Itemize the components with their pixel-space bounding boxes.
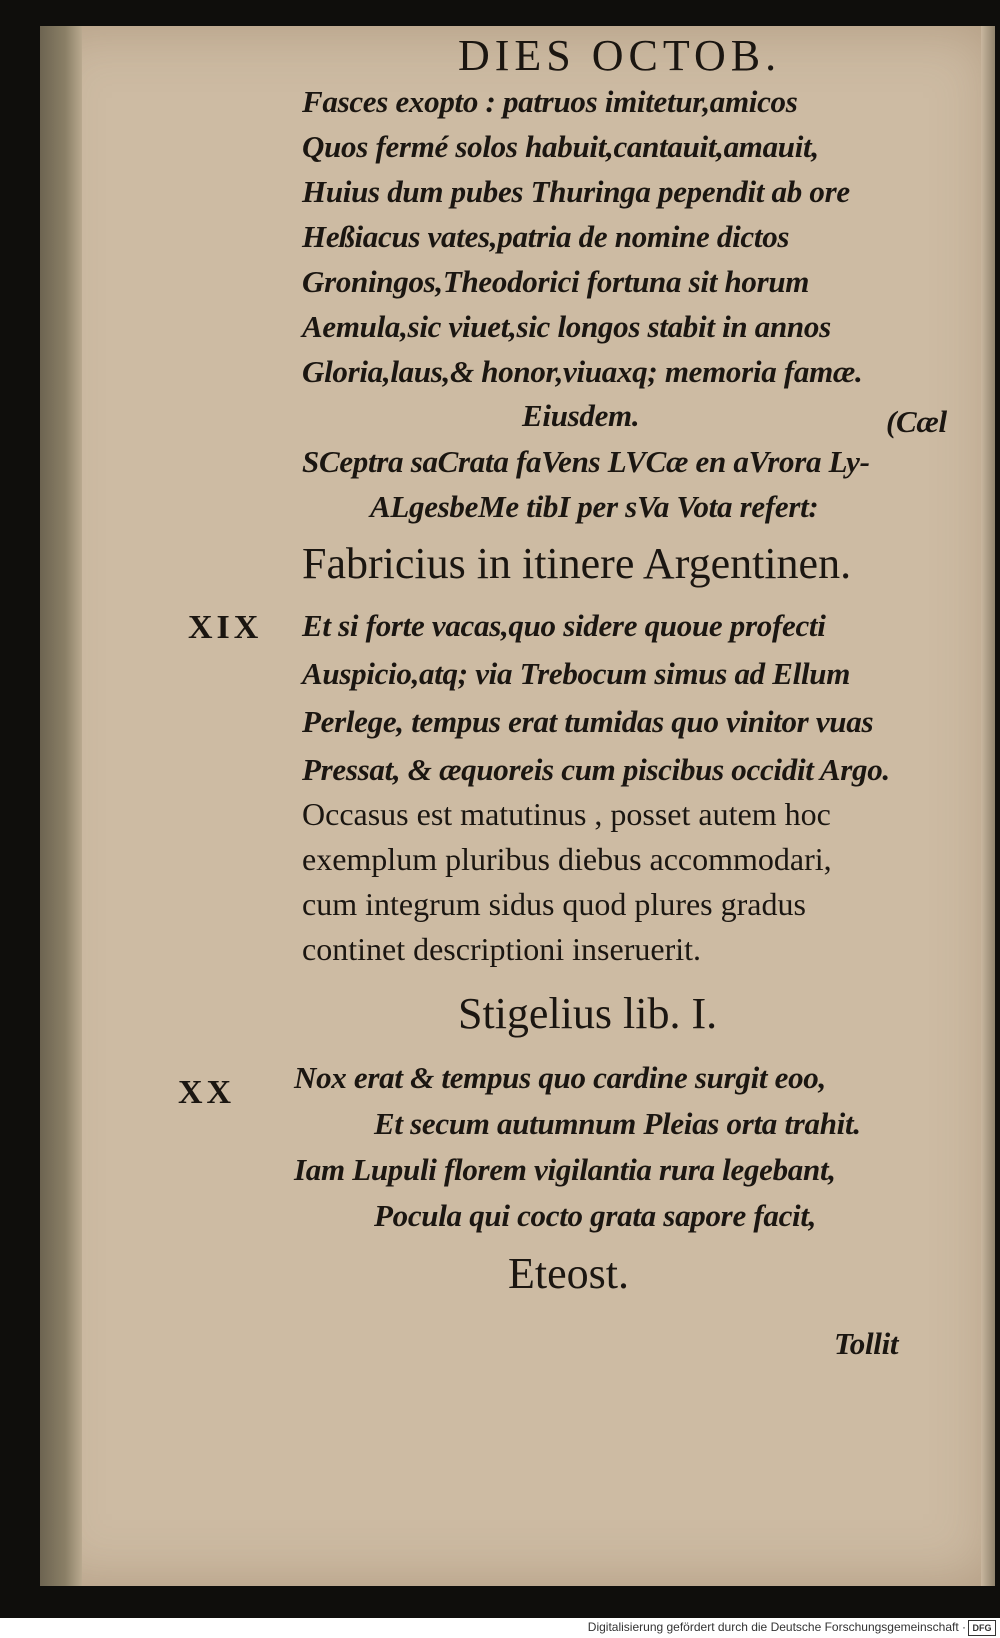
eiusdem-right-note: (Cæl: [886, 404, 947, 439]
poem3-line-3: Iam Lupuli florem vigilantia rura legebant,: [294, 1152, 836, 1187]
poem1-line-5: Groningos,Theodorici fortuna sit horum: [302, 264, 810, 299]
running-header: DIES OCTOB.: [458, 31, 782, 80]
poem1-line-7: Gloria,laus,& honor,viuaxq; memoria famæ.: [302, 354, 863, 389]
chronogram-line-2: ALgesbeMe tibI per sVa Vota refert:: [370, 489, 819, 524]
eiusdem-heading: Eiusdem.: [522, 398, 640, 433]
poem1-line-1: Fasces exopto : patruos imitetur,amicos: [302, 84, 798, 119]
catchword: Tollit: [834, 1326, 899, 1361]
prose-line-1: Occasus est matutinus , posset autem hoc: [302, 796, 831, 832]
margin-day-xix: XIX: [188, 609, 263, 646]
poem1-line-3: Huius dum pubes Thuringa pependit ab ore: [302, 174, 850, 209]
footer-bar: [0, 1618, 1000, 1638]
margin-day-xx: XX: [178, 1074, 236, 1111]
poem2-line-4: Pressat, & æquoreis cum piscibus occidit Argo.: [302, 752, 890, 787]
prose-line-3: cum integrum sidus quod plures gradus: [302, 886, 806, 922]
prose-line-2: exemplum pluribus diebus accommodari,: [302, 841, 832, 877]
page-edge: [981, 26, 995, 1586]
poem2-line-1: Et si forte vacas,quo sidere quoue profecti: [302, 608, 826, 643]
heading-eteost: Eteost.: [508, 1249, 629, 1298]
poem3-line-4: Pocula qui cocto grata sapore facit,: [374, 1198, 817, 1233]
poem2-line-3: Perlege, tempus erat tumidas quo vinitor vuas: [302, 704, 874, 739]
poem3-line-1: Nox erat & tempus quo cardine surgit eoo,: [294, 1060, 826, 1095]
book-page: [40, 26, 995, 1586]
heading-fabricius: Fabricius in itinere Argentinen.: [302, 539, 852, 588]
poem3-line-2: Et secum autumnum Pleias orta trahit.: [374, 1106, 861, 1141]
prose-line-4: continet descriptioni inseruerit.: [302, 931, 701, 967]
poem1-line-2: Quos fermé solos habuit,cantauit,amauit,: [302, 129, 819, 164]
footer-credit: Digitalisierung gefördert durch die Deutsche Forschungsgemeinschaft ·: [587, 1620, 966, 1634]
page-gutter: [40, 26, 82, 1586]
poem1-line-4: Heßiacus vates,patria de nomine dictos: [302, 219, 790, 254]
chronogram-line-1: SCeptra saCrata faVens LVCæ en aVrora Ly-: [302, 444, 870, 479]
dfg-logo: DFG: [968, 1620, 996, 1636]
heading-stigelius: Stigelius lib. I.: [458, 989, 718, 1038]
poem1-line-6: Aemula,sic viuet,sic longos stabit in annos: [302, 309, 831, 344]
poem2-line-2: Auspicio,atq; via Trebocum simus ad Ellum: [302, 656, 851, 691]
